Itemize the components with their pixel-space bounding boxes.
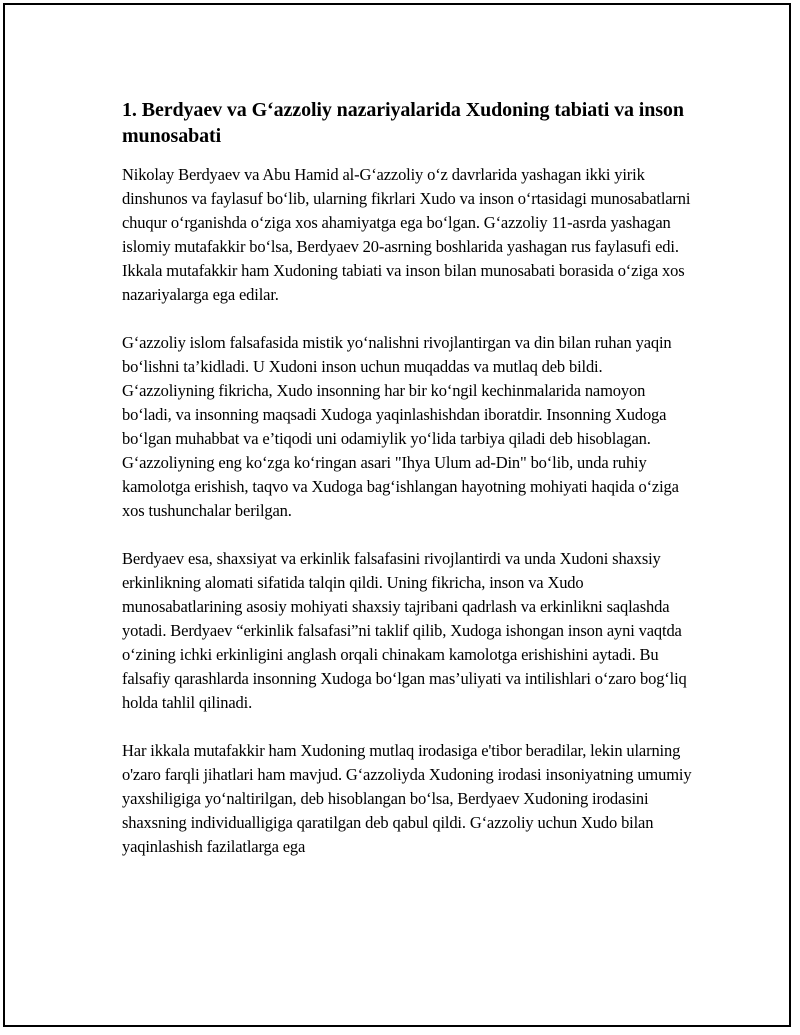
- paragraph-2: G‘azzoliy islom falsafasida mistik yo‘nalishni rivojlantirgan va din bilan ruhan yaqin bo‘lishni ta’kidladi. U Xudoni inson uchun muqaddas va mutlaq deb bildi. G‘azzoliyning fikricha, Xudo insonning har bir ko‘ngil kechinmalarida namoyon bo‘ladi, va insonning maqsadi Xudoga yaqinlashishdan iboratdir. Insonning Xudoga bo‘lgan muhabbat va e’tiqodi uni odamiylik yo‘lida tarbiya qiladi deb hisoblagan. G‘azzoliyning eng ko‘zga ko‘ringan asari "Ihya Ulum ad-Din" bo‘lib, unda ruhiy kamolotga erishish, taqvo va Xudoga bag‘ishlangan hayotning mohiyati haqida o‘ziga xos tushunchalar berilgan.: [122, 333, 679, 520]
- paragraph-1: Nikolay Berdyaev va Abu Hamid al-G‘azzoliy o‘z davrlarida yashagan ikki yirik dinshunos va faylasuf bo‘lib, ularning fikrlari Xudo va inson o‘rtasidagi munosabatlarni chuqur o‘rganishda o‘ziga xos ahamiyatga ega bo‘lgan. G‘azzoliy 11-asrda yashagan islomiy mutafakkir bo‘lsa, Berdyaev 20-asrning boshlarida yashagan rus faylasufi edi. Ikkala mutafakkir ham Xudoning tabiati va inson bilan munosabati borasida o‘ziga xos nazariyalarga ega edilar.: [122, 165, 691, 304]
- document-body: [122, 97, 692, 883]
- paragraph-3: Berdyaev esa, shaxsiyat va erkinlik falsafasini rivojlantirdi va unda Xudoni shaxsiy erkinlikning alomati sifatida talqin qildi. Uning fikricha, inson va Xudo munosabatlarining asosiy mohiyati shaxsiy tajribani qadrlash va erkinlikni saqlashda yotadi. Berdyaev “erkinlik falsafasi”ni taklif qilib, Xudoga ishongan inson ayni vaqtda o‘zining ichki erkinligini anglash orqali chinakam kamolotga erishishini aytadi. Bu falsafiy qarashlarda insonning Xudoga bo‘lgan mas’uliyati va intilishlari o‘zaro bog‘liq holda tahlil qilinadi.: [122, 549, 687, 712]
- paragraph-4: Har ikkala mutafakkir ham Xudoning mutlaq irodasiga e'tibor beradilar, lekin ularning o'zaro farqli jihatlari ham mavjud. G‘azzoliyda Xudoning irodasi insoniyatning umumiy yaxshiligiga yo‘naltirilgan, deb hisoblangan bo‘lsa, Berdyaev Xudoning irodasini shaxsning individualligiga qaratilgan deb qabul qildi. G‘azzoliy uchun Xudo bilan yaqinlashish fazilatlarga ega: [122, 741, 692, 856]
- page-frame: [3, 3, 791, 1027]
- section-heading: 1. Berdyaev va G‘azzoliy nazariyalarida Xudoning tabiati va inson munosabati: [122, 99, 684, 147]
